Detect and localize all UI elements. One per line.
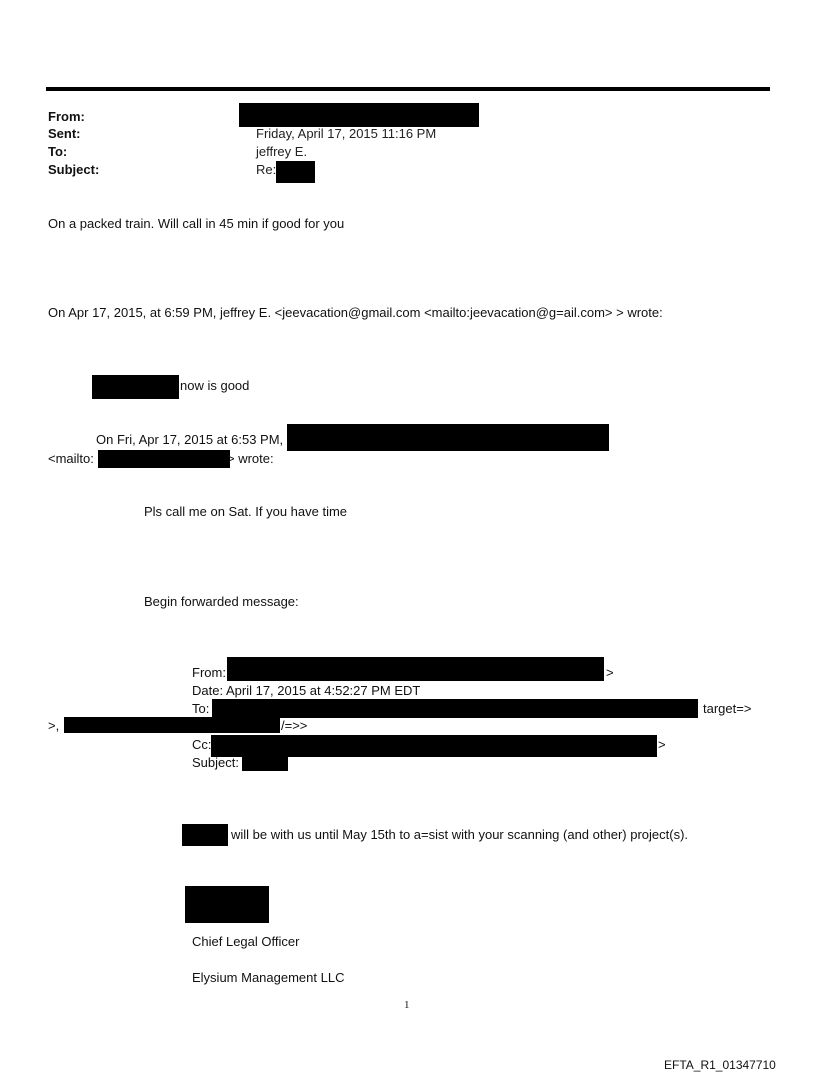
header-rule xyxy=(46,87,770,91)
redaction-signature-name xyxy=(185,886,269,923)
redaction-fwd-to-cont xyxy=(64,717,280,733)
redaction-quote2-email xyxy=(98,450,230,468)
quote1-text: now is good xyxy=(180,378,250,393)
reply-line: On a packed train. Will call in 45 min if good for you xyxy=(48,216,345,231)
page-number: 1 xyxy=(404,999,410,1011)
document-id: EFTA_R1_01347710 xyxy=(664,1058,776,1072)
redaction-quote1-name xyxy=(92,375,179,399)
to-value: jeffrey E. xyxy=(256,144,308,159)
fwd-date: Date: April 17, 2015 at 4:52:27 PM EDT xyxy=(192,683,421,698)
subject-value: Re: xyxy=(256,162,277,177)
redaction-fwd-from xyxy=(227,657,604,681)
sent-value: Friday, April 17, 2015 11:16 PM xyxy=(256,126,437,141)
redaction-fwd-body-name xyxy=(182,824,228,846)
fwd-cc-label: Cc: xyxy=(192,737,212,752)
quote2-mailto: <mailto: xyxy=(48,451,94,466)
sig-title: Chief Legal Officer xyxy=(192,934,300,949)
fwd-to-suffix: target=> xyxy=(703,701,752,716)
fwd-subject-label: Subject: xyxy=(192,755,239,770)
quote1-attribution: On Apr 17, 2015, at 6:59 PM, jeffrey E. <jeevacation@gmail.com <mailto:jeevacation@g=ail.com> > wrote: xyxy=(48,305,663,320)
redaction-fwd-to xyxy=(212,699,698,718)
fwd-to-cont-suffix: /=>> xyxy=(281,718,308,733)
redaction-from xyxy=(239,103,479,127)
from-label: From: xyxy=(48,109,85,124)
fwd-to-cont-prefix: >, xyxy=(48,718,60,733)
redaction-fwd-subject xyxy=(242,754,288,771)
fwd-to-label: To: xyxy=(192,701,210,716)
quote2-text: Pls call me on Sat. If you have time xyxy=(144,504,348,519)
redaction-subject xyxy=(276,161,315,183)
fwd-cc-suffix: > xyxy=(658,737,666,752)
quote2-attribution: On Fri, Apr 17, 2015 at 6:53 PM, xyxy=(96,432,284,447)
fwd-body-text: will be with us until May 15th to a=sist with your scanning (and other) project(s). xyxy=(231,827,689,842)
to-label: To: xyxy=(48,144,68,159)
forwarded-label: Begin forwarded message: xyxy=(144,594,299,609)
fwd-from-suffix: > xyxy=(606,665,614,680)
sent-label: Sent: xyxy=(48,126,81,141)
sig-company: Elysium Management LLC xyxy=(192,970,345,985)
quote2-wrote: > wrote: xyxy=(227,451,274,466)
subject-label: Subject: xyxy=(48,162,100,177)
fwd-from-label: From: xyxy=(192,665,226,680)
redaction-quote2-sender xyxy=(287,424,609,451)
